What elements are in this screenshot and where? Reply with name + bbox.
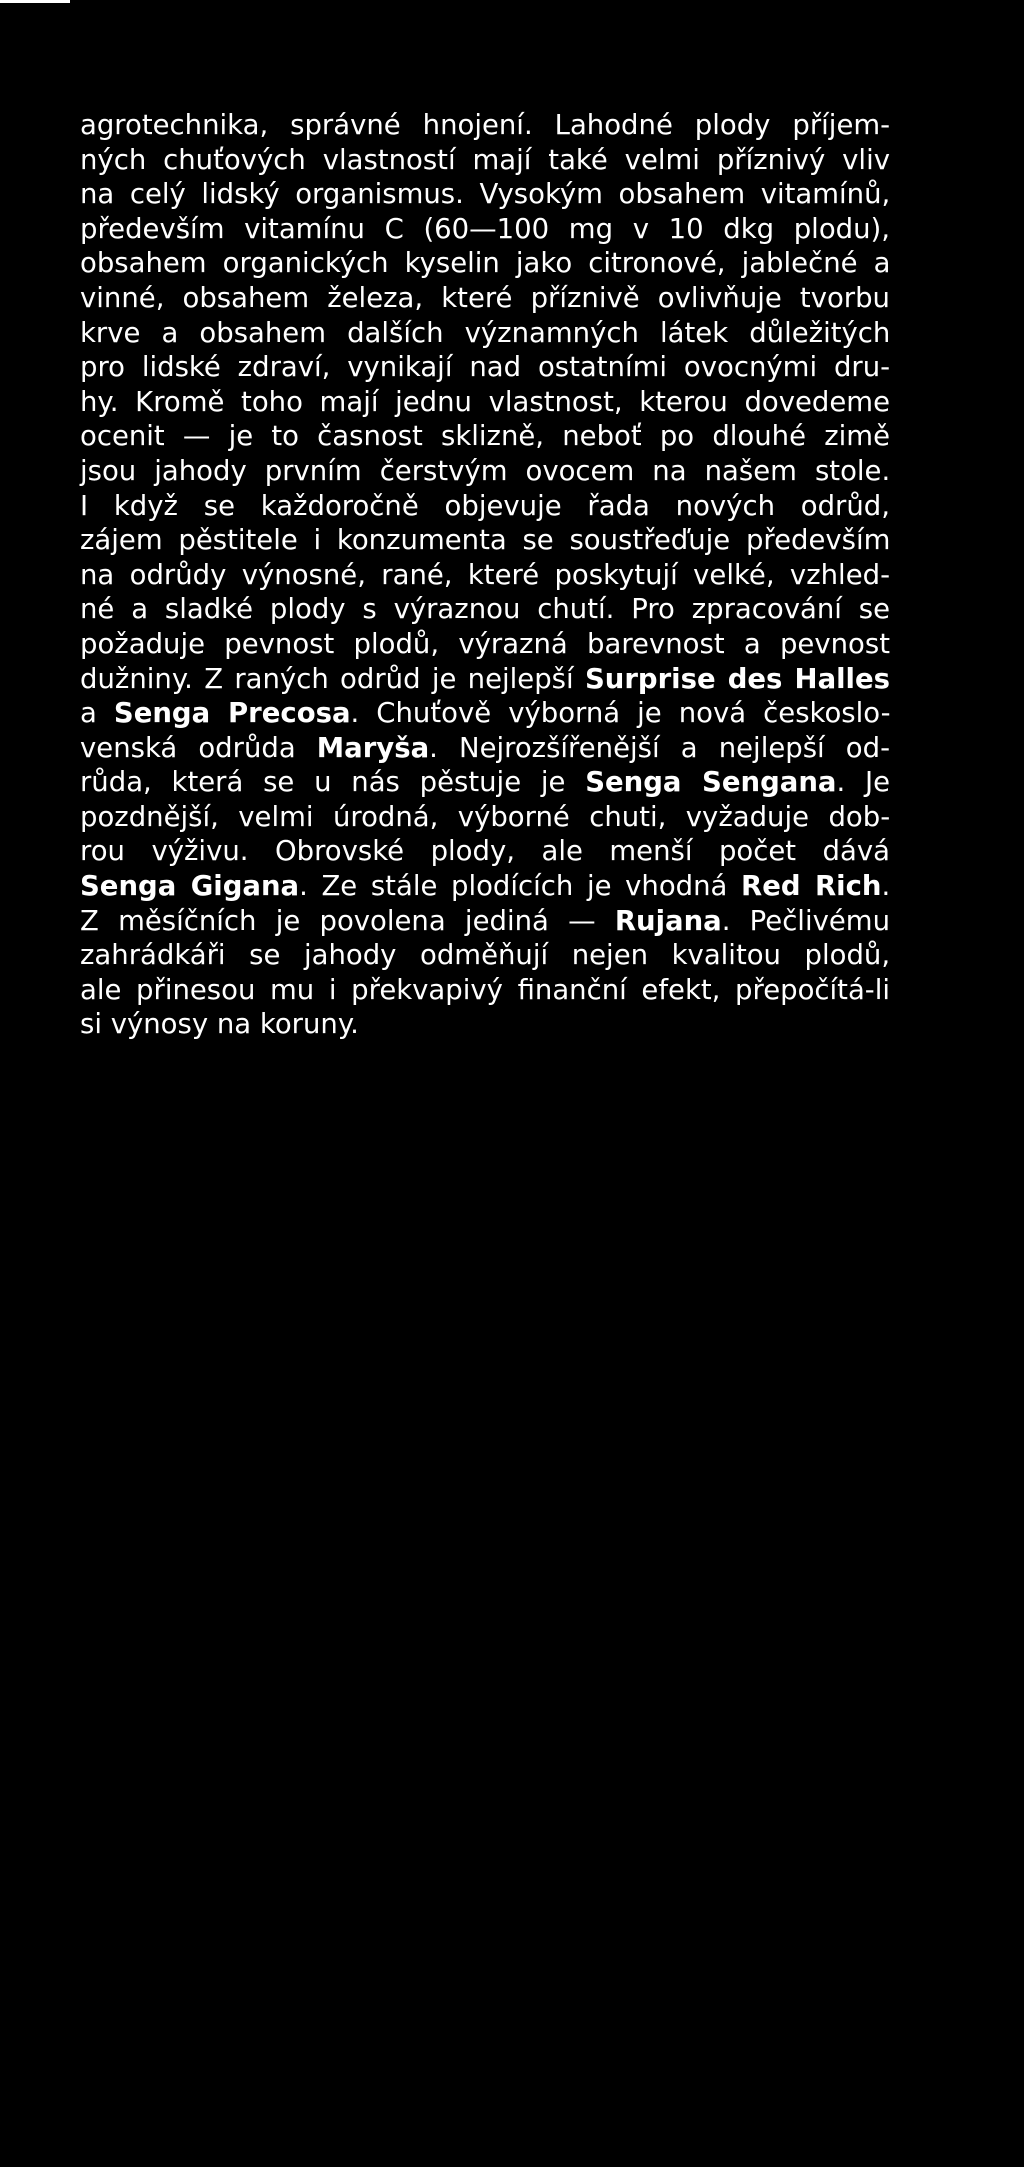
text-line	[80, 108, 890, 143]
text-run: venská odrůda	[80, 731, 317, 764]
text-run: pozdnější, velmi úrodná, výborné chuti, vyžaduje dob-	[80, 800, 891, 833]
text-line	[80, 143, 890, 178]
text-run: rou výživu. Obrovské plody, ale menší počet dává	[80, 835, 890, 868]
text-line	[80, 523, 890, 558]
text-line	[80, 177, 890, 212]
text-run: požaduje pevnost plodů, výrazná barevnost a pevnost	[80, 627, 890, 660]
text-line	[80, 765, 890, 800]
text-line	[80, 869, 890, 904]
variety-name: Rujana	[614, 904, 722, 937]
text-run: vinné, obsahem železa, které příznivě ovlivňuje tvorbu	[80, 281, 890, 314]
text-run: jsou jahody prvním čerstvým ovocem na našem stole.	[80, 454, 891, 487]
variety-name: Red Rich	[741, 870, 882, 903]
text-run: . Je	[836, 766, 890, 799]
text-run: zájem pěstitele i konzumenta se soustřeďuje především	[80, 524, 891, 557]
text-line	[80, 419, 890, 454]
text-line	[80, 385, 890, 420]
text-line	[80, 246, 890, 281]
variety-name: Senga Precosa	[113, 697, 351, 730]
text-run: obsahem organických kyselin jako citronové, jablečné a	[80, 247, 891, 280]
text-run: I když se každoročně objevuje řada nových odrůd,	[80, 489, 890, 522]
text-run: na celý lidský organismus. Vysokým obsahem vitamínů,	[80, 178, 891, 211]
text-line	[80, 800, 890, 835]
text-line	[80, 592, 890, 627]
text-run: růda, která se u nás pěstuje je	[80, 766, 586, 799]
variety-name: Senga Gigana	[80, 870, 300, 903]
text-line	[80, 316, 890, 351]
variety-name: Maryša	[316, 731, 430, 764]
text-run: . Chuťově výborná je nová českoslo-	[350, 697, 891, 730]
text-line	[80, 938, 890, 973]
text-line	[80, 904, 890, 939]
text-line	[80, 731, 890, 766]
text-run: a	[80, 697, 114, 730]
text-run: si výnosy na koruny.	[80, 1008, 359, 1041]
variety-name: Surprise des Halles	[584, 662, 890, 695]
text-line	[80, 212, 890, 247]
text-line	[80, 454, 890, 489]
text-run: na odrůdy výnosné, rané, které poskytují velké, vzhled-	[80, 558, 890, 591]
text-line	[80, 489, 890, 524]
text-run: né a sladké plody s výraznou chutí. Pro zpracování se	[80, 593, 891, 626]
text-run: Z měsíčních je povolena jediná —	[80, 904, 615, 937]
text-run: . Pečlivému	[721, 904, 891, 937]
text-line	[80, 973, 890, 1008]
text-run: . Ze stále plodících je vhodná	[299, 870, 742, 903]
text-line	[80, 662, 890, 697]
top-rule	[0, 0, 70, 3]
text-line	[80, 281, 890, 316]
text-run: . Nejrozšířenější a nejlepší od-	[429, 731, 890, 764]
text-run: krve a obsahem dalších významných látek důležitých	[80, 316, 891, 349]
text-run: pro lidské zdraví, vynikají nad ostatními ovocnými dru-	[80, 351, 891, 384]
text-run: ocenit — je to časnost sklizně, neboť po dlouhé zimě	[80, 420, 890, 453]
text-line	[80, 834, 890, 869]
text-line	[80, 627, 890, 662]
text-run: zahrádkáři se jahody odměňují nejen kvalitou plodů,	[80, 939, 891, 972]
text-line	[80, 1007, 890, 1042]
variety-name: Senga Sengana	[585, 766, 837, 799]
text-run: dužniny. Z raných odrůd je nejlepší	[80, 662, 585, 695]
text-line	[80, 558, 890, 593]
body-text	[80, 108, 890, 1042]
text-run: hy. Kromě toho mají jednu vlastnost, kterou dovedeme	[80, 385, 890, 418]
text-run: agrotechnika, správné hnojení. Lahodné plody příjem-	[80, 109, 891, 141]
text-run: .	[881, 870, 891, 903]
text-run: ných chuťových vlastností mají také velmi příznivý vliv	[80, 143, 890, 176]
text-run: především vitamínu C (60—100 mg v 10 dkg plodu),	[80, 212, 890, 245]
text-line	[80, 696, 890, 731]
text-line	[80, 350, 890, 385]
text-run: ale přinesou mu i překvapivý finanční efekt, přepočítá-li	[80, 973, 890, 1006]
